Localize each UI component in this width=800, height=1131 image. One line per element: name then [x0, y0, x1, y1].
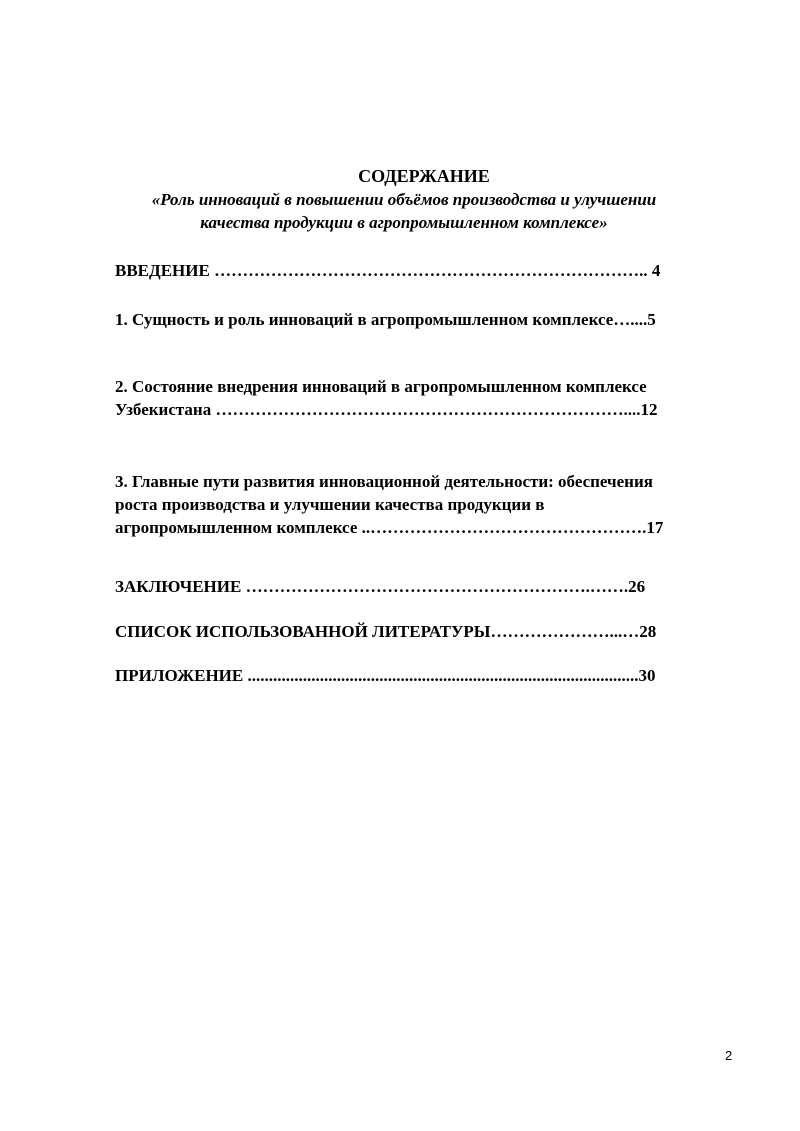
subtitle-line-2: качества продукции в агропромышленном комплексе»	[200, 213, 608, 232]
toc-entry-chapter-3-line-3: агропромышленном комплексе ..………………………………………….17	[115, 518, 664, 537]
toc-entry-chapter-2-line-1: 2. Состояние внедрения инноваций в агропромышленном комплексе	[115, 377, 647, 396]
subtitle-line-1: «Роль инноваций в повышении объёмов производства и улучшении	[151, 190, 657, 209]
toc-entry-chapter-1-text: 1. Сущность и роль инноваций в агропромышленном комплексе…....5	[115, 310, 656, 329]
toc-entry-chapter-1	[115, 308, 725, 331]
toc-entry-bibliography-text: СПИСОК ИСПОЛЬЗОВАННОЙ ЛИТЕРАТУРЫ…………………...…28	[115, 622, 657, 641]
toc-entry-chapter-2	[115, 375, 725, 421]
toc-entry-appendix-text: ПРИЛОЖЕНИЕ ............................................................................................30	[115, 666, 656, 685]
page-number: 2	[725, 1048, 733, 1063]
toc-entry-intro	[115, 259, 725, 282]
toc-entry-chapter-3-line-2: роста производства и улучшении качества продукции в	[115, 495, 545, 514]
document-subtitle	[40, 188, 768, 234]
page-title: СОДЕРЖАНИЕ	[358, 166, 490, 186]
toc-entry-chapter-2-line-2: Узбекистана ………………………………………………………………....12	[115, 400, 658, 419]
toc-entry-appendix	[115, 664, 725, 687]
toc-entry-conclusion	[115, 575, 725, 598]
toc-entry-chapter-3-line-1: 3. Главные пути развития инновационной деятельности: обеспечения	[115, 472, 653, 491]
toc-entry-conclusion-text: ЗАКЛЮЧЕНИЕ …………………………………………………….…….26	[115, 577, 646, 596]
toc-entry-bibliography	[115, 620, 725, 643]
toc-entry-intro-text: ВВЕДЕНИЕ ………………………………………………………………….. 4	[115, 261, 661, 280]
toc-entry-chapter-3	[115, 470, 725, 539]
